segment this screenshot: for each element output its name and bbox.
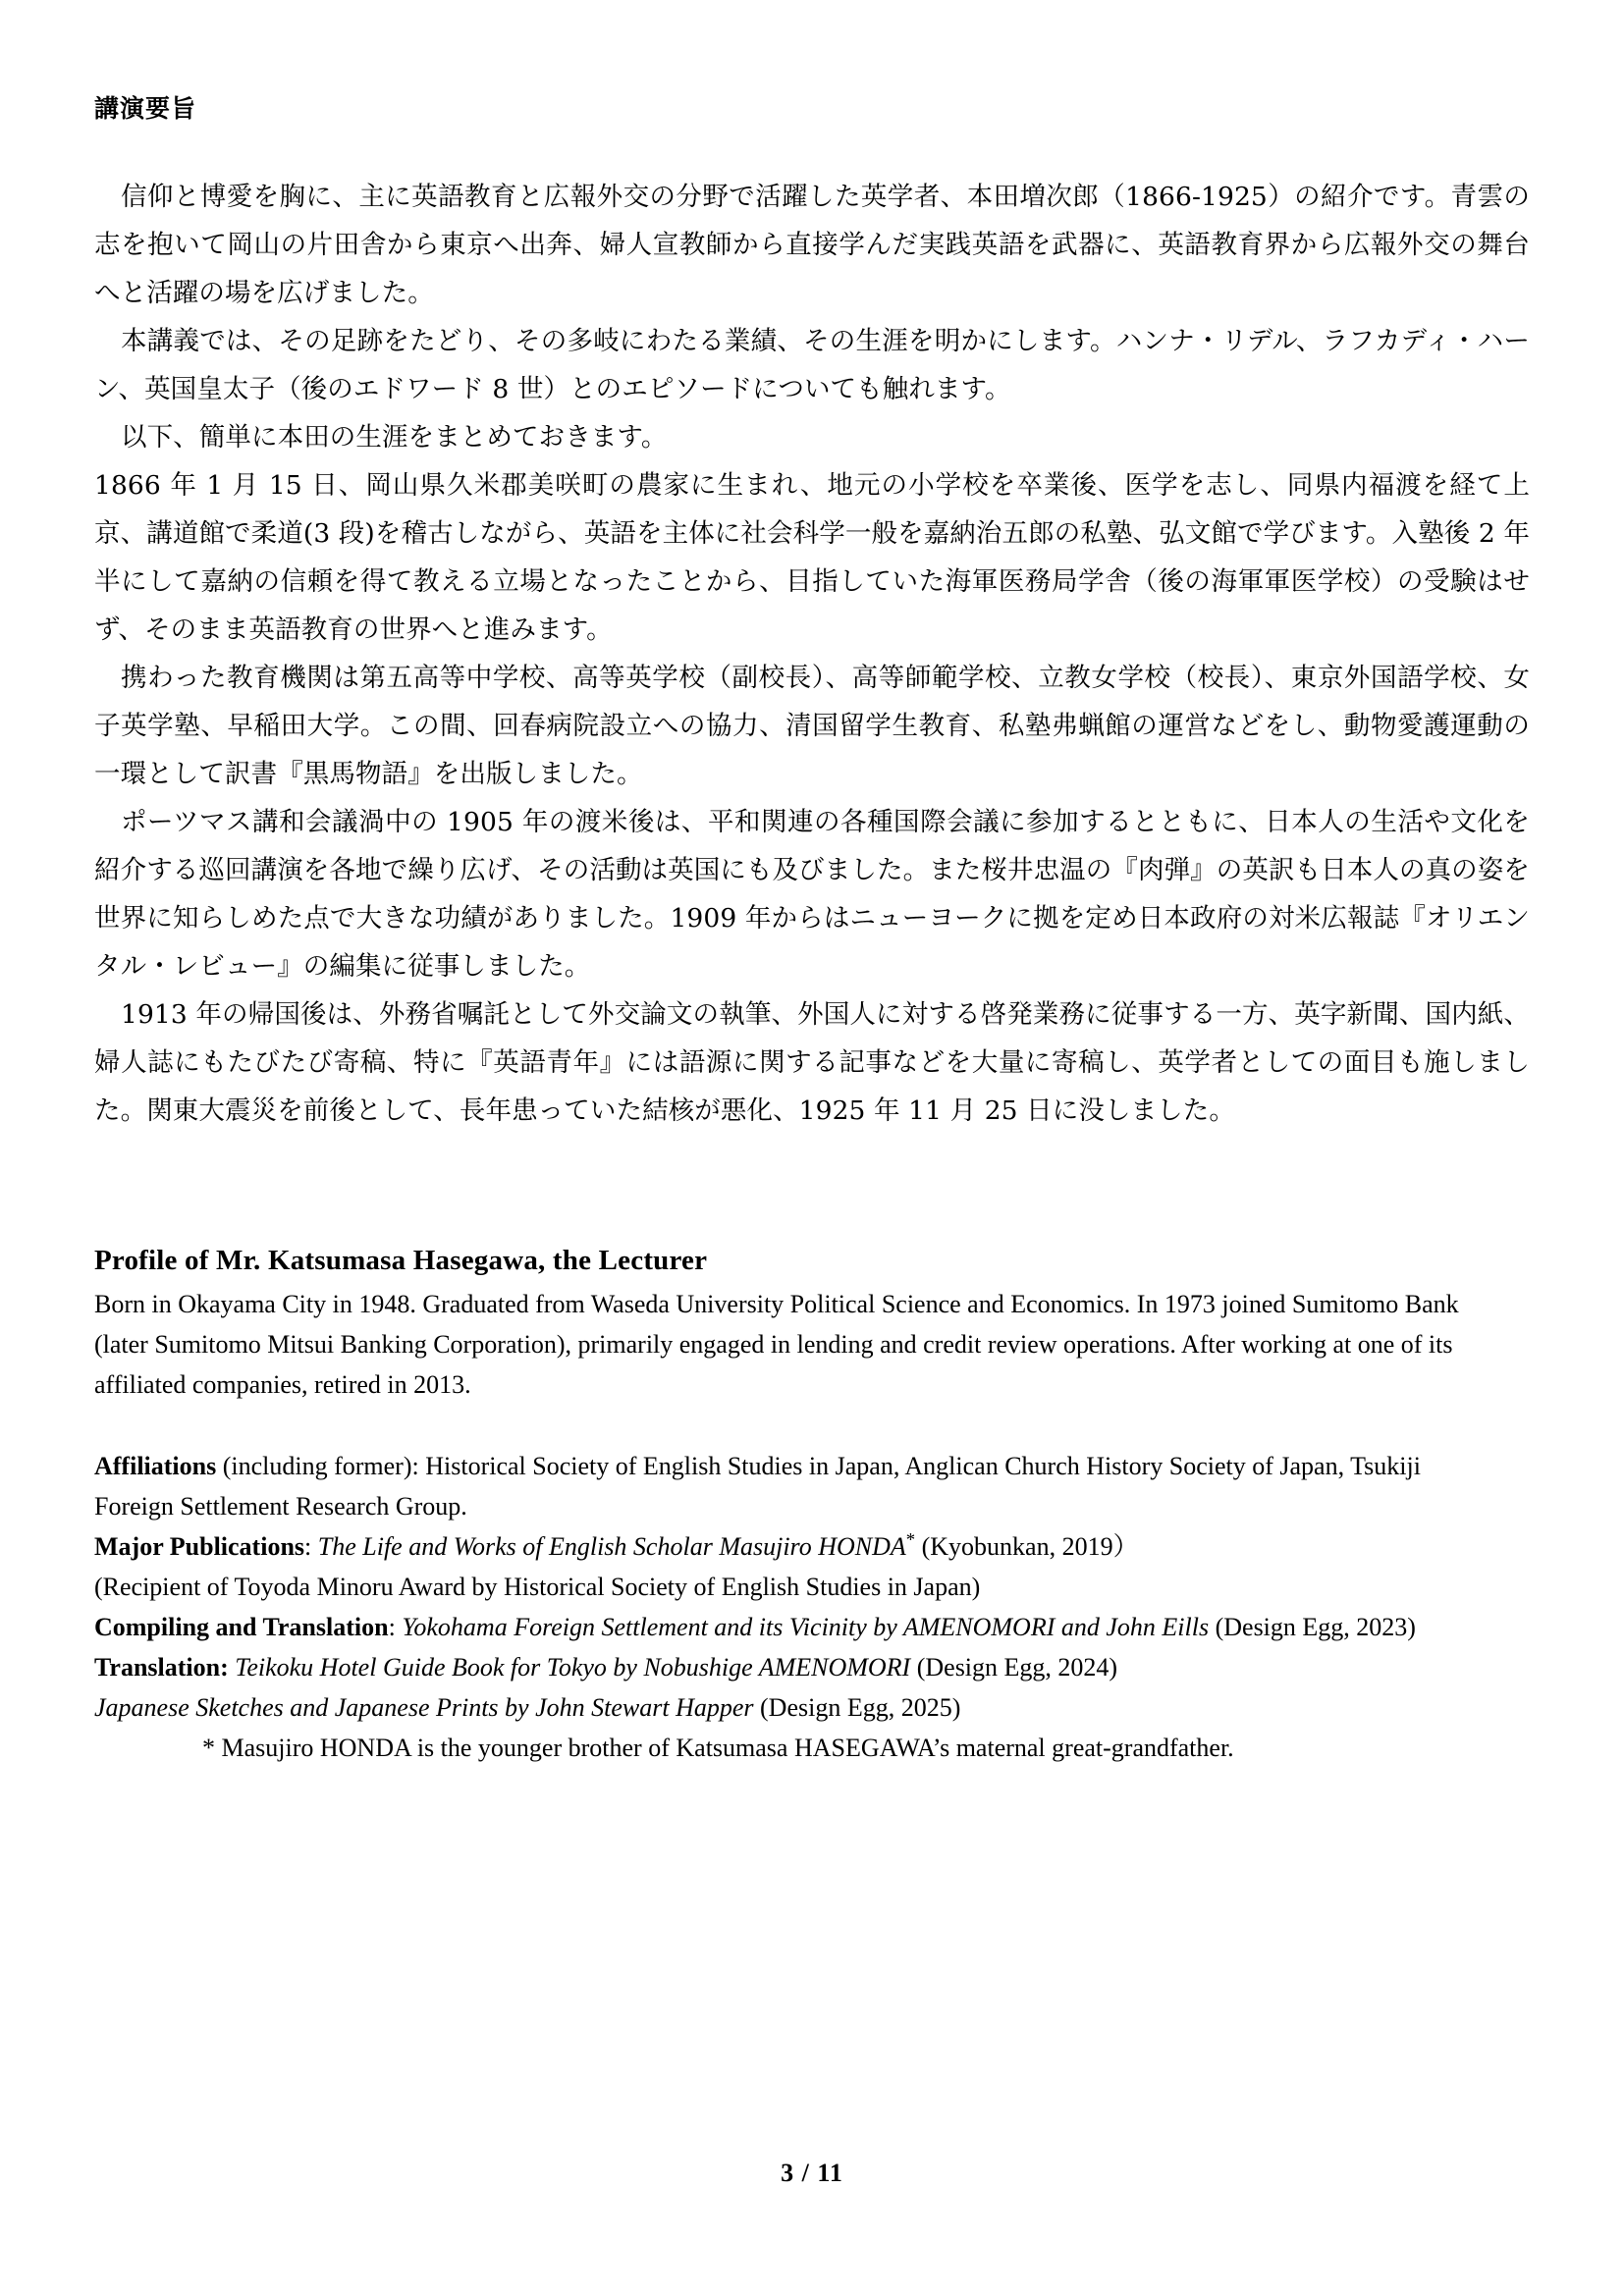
compiling-translation-row (94, 1607, 1489, 1647)
translation-publisher: (Design Egg, 2024) (910, 1653, 1118, 1682)
section-spacer (94, 1405, 1530, 1446)
credits-list (94, 1446, 1489, 1768)
major-publications-label: Major Publications (94, 1532, 305, 1561)
page-footer (0, 2159, 1624, 2188)
jp-paragraph-6: ポーツマス講和会議渦中の 1905 年の渡米後は、平和関連の各種国際会議に参加するとともに、日本人の生活や文化を紹介する巡回講演を各地で繰り広げ、その活動は英国にも及びました。また桜井忠温の『肉弾』の英訳も日本人の真の姿を世界に知らしめた点で大きな功績がありました。1909 年からはニューヨークに拠を定め日本政府の対米広報誌『オリエンタル・レビュー』の編集に従事しました。 (94, 807, 1530, 982)
translation-title: Teikoku Hotel Guide Book for Tokyo by Nobushige AMENOMORI (228, 1653, 911, 1682)
translation-row (94, 1647, 1489, 1687)
profile-body: Born in Okayama City in 1948. Graduated from Waseda University Political Science and Economics. In 1973 joined Sumitomo Bank (later Sumitomo Mitsui Banking Corporation), primarily engaged in lending and credit review operations. After working at one of its affiliated companies, retired in 2013. (94, 1290, 1459, 1399)
major-publications-row (94, 1526, 1489, 1567)
jp-paragraph-3: 以下、簡単に本田の生涯をまとめておきます。 (121, 422, 668, 453)
japanese-abstract-body (94, 173, 1530, 1135)
jp-paragraph-5: 携わった教育機関は第五高等中学校、高等英学校（副校長）、高等師範学校、立教女学校（校長）、東京外国語学校、女子英学塾、早稲田大学。この間、回春病院設立への協力、清国留学生教育、私塾弗蝋館の運営などをし、動物愛護運動の一環として訳書『黒馬物語』を出版しました。 (94, 663, 1530, 789)
translation-second-title: Japanese Sketches and Japanese Prints by John Stewart Happer (94, 1693, 754, 1722)
affiliations-text: (including former): Historical Society of English Studies in Japan, Anglican Church History Society of Japan, Tsukiji Foreign Settlement Research Group. (94, 1452, 1421, 1521)
page-content (94, 94, 1530, 1768)
footnote-text: * Masujiro HONDA is the younger brother of Katsumasa HASEGAWA’s maternal great-grandfather. (202, 1734, 1234, 1762)
major-publications-title: The Life and Works of English Scholar Masujiro HONDA (317, 1532, 906, 1561)
major-publications-award-row: (Recipient of Toyoda Minoru Award by Historical Society of English Studies in Japan) (94, 1573, 981, 1601)
compiling-translation-label: Compiling and Translation (94, 1613, 389, 1641)
translation-label: Translation: (94, 1653, 229, 1682)
page-number: 3 / 11 (781, 2159, 843, 2187)
compiling-translation-publisher: (Design Egg, 2023) (1209, 1613, 1416, 1641)
jp-paragraph-2: 本講義では、その足跡をたどり、その多岐にわたる業績、その生涯を明かにします。ハンナ・リデル、ラフカディ・ハーン、英国皇太子（後のエドワード 8 世）とのエピソードについても触れます。 (94, 326, 1530, 404)
translation-second-row (94, 1687, 1489, 1728)
footnote-marker: * (905, 1529, 916, 1551)
lecturer-profile-section (94, 1241, 1530, 1768)
compiling-translation-separator: : (388, 1613, 403, 1641)
affiliations-row (94, 1446, 1489, 1526)
major-publications-publisher: (Kyobunkan, 2019） (915, 1532, 1139, 1561)
jp-paragraph-1: 信仰と博愛を胸に、主に英語教育と広報外交の分野で活躍した英学者、本田増次郎（1866-1925）の紹介です。青雲の志を抱いて岡山の片田舎から東京へ出奔、婦人宣教師から直接学んだ実践英語を武器に、英語教育界から広報外交の舞台へと活躍の場を広げました。 (94, 182, 1530, 308)
compiling-translation-title: Yokohama Foreign Settlement and its Vicinity by AMENOMORI and John Eills (402, 1613, 1210, 1641)
profile-heading: Profile of Mr. Katsumasa Hasegawa, the Lecturer (94, 1245, 708, 1276)
jp-paragraph-4: 1866 年 1 月 15 日、岡山県久米郡美咲町の農家に生まれ、地元の小学校を卒業後、医学を志し、同県内福渡を経て上京、講道館で柔道(3 段)を稽古しながら、英語を主体に社会科学一般を嘉納治五郎の私塾、弘文館で学びます。入塾後 2 年半にして嘉納の信頼を得て教える立場となったことから、目指していた海軍医務局学舎（後の海軍軍医学校）の受験はせず、そのまま英語教育の世界へと進みます。 (94, 470, 1530, 645)
jp-paragraph-7: 1913 年の帰国後は、外務省嘱託として外交論文の執筆、外国人に対する啓発業務に従事する一方、英字新聞、国内紙、婦人誌にもたびたび寄稿、特に『英語青年』には語源に関する記事などを大量に寄稿し、英学者としての面目も施しました。関東大震災を前後として、長年患っていた結核が悪化、1925 年 11 月 25 日に没しました。 (94, 999, 1530, 1126)
affiliations-label: Affiliations (94, 1452, 217, 1480)
translation-second-publisher: (Design Egg, 2025) (753, 1693, 961, 1722)
major-publications-separator: : (304, 1532, 318, 1561)
section-heading-japanese-abstract: 講演要旨 (94, 94, 197, 123)
